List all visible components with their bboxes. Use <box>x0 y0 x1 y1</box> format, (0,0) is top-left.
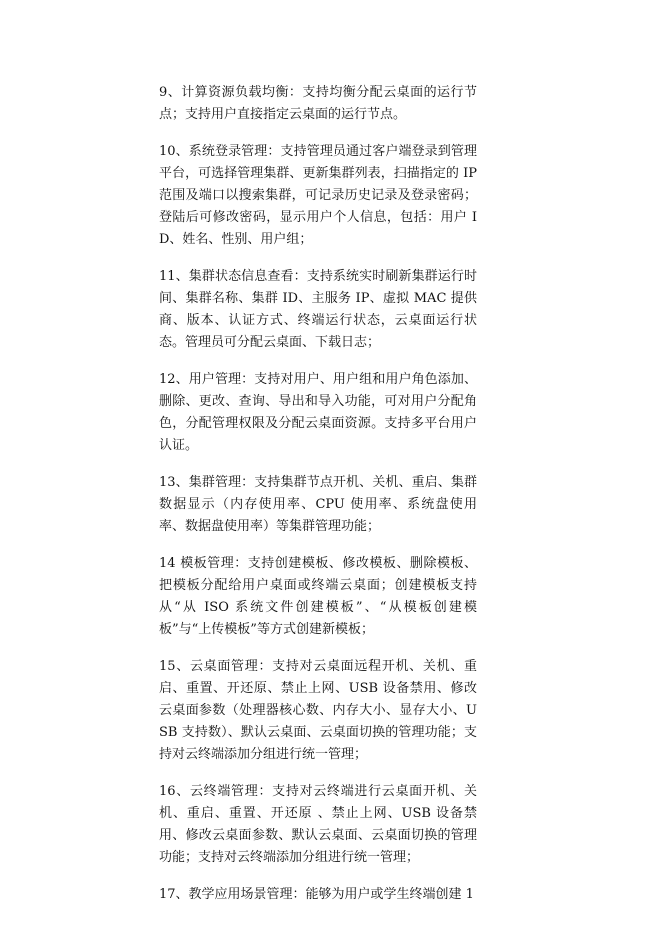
paragraph-item-13: 13、集群管理：支持集群节点开机、关机、重启、集群数据显示（内存使用率、CPU 使用率、系统盘使用率、数据盘使用率）等集群管理功能； <box>159 475 477 534</box>
paragraph-item-15: 15、云桌面管理：支持对云桌面远程开机、关机、重启、重置、开还原、禁止上网、USB 设备禁用、修改云桌面参数（处理器核心数、内存大小、显存大小、USB 支持数）、默认云桌面、云桌面切换的管理功能；支持对云终端添加分组进行统一管理； <box>159 659 477 762</box>
paragraph-item-17: 17、教学应用场景管理：能够为用户或学生终端创建 1 <box>159 887 474 902</box>
paragraph-item-12: 12、用户管理：支持对用户、用户组和用户角色添加、删除、更改、查询、导出和导入功能，可对用户分配角色，分配管理权限及分配云桌面资源。支持多平台用户认证。 <box>159 372 477 453</box>
document-page <box>159 82 477 921</box>
paragraph-item-16: 16、云终端管理：支持对云终端进行云桌面开机、关机、重启、重置、开还原 、禁止上网、USB 设备禁用、修改云桌面参数、默认云桌面、云桌面切换的管理功能；支持对云终端添加分组进行统一管理； <box>159 784 477 865</box>
paragraph-item-9: 9、计算资源负载均衡：支持均衡分配云桌面的运行节点；支持用户直接指定云桌面的运行节点。 <box>159 85 477 122</box>
paragraph-item-11: 11、集群状态信息查看：支持系统实时刷新集群运行时间、集群名称、集群 ID、主服务 IP、虚拟 MAC 提供商、版本、认证方式、终端运行状态，云桌面运行状态。管理员可分配云桌面、下载日志； <box>159 269 477 350</box>
paragraph-item-10: 10、系统登录管理：支持管理员通过客户端登录到管理平台，可选择管理集群、更新集群列表，扫描指定的 IP 范围及端口以搜索集群，可记录历史记录及登录密码；登陆后可修改密码，显示用户个人信息，包括：用户 ID、姓名、性别、用户组； <box>159 144 477 247</box>
paragraph-item-14: 14 模板管理：支持创建模板、修改模板、删除模板、把模板分配给用户桌面或终端云桌面；创建模板支持从“从 ISO 系统文件创建模板”、“从模板创建模板”与“上传模板”等方式创建新模板； <box>159 556 477 637</box>
